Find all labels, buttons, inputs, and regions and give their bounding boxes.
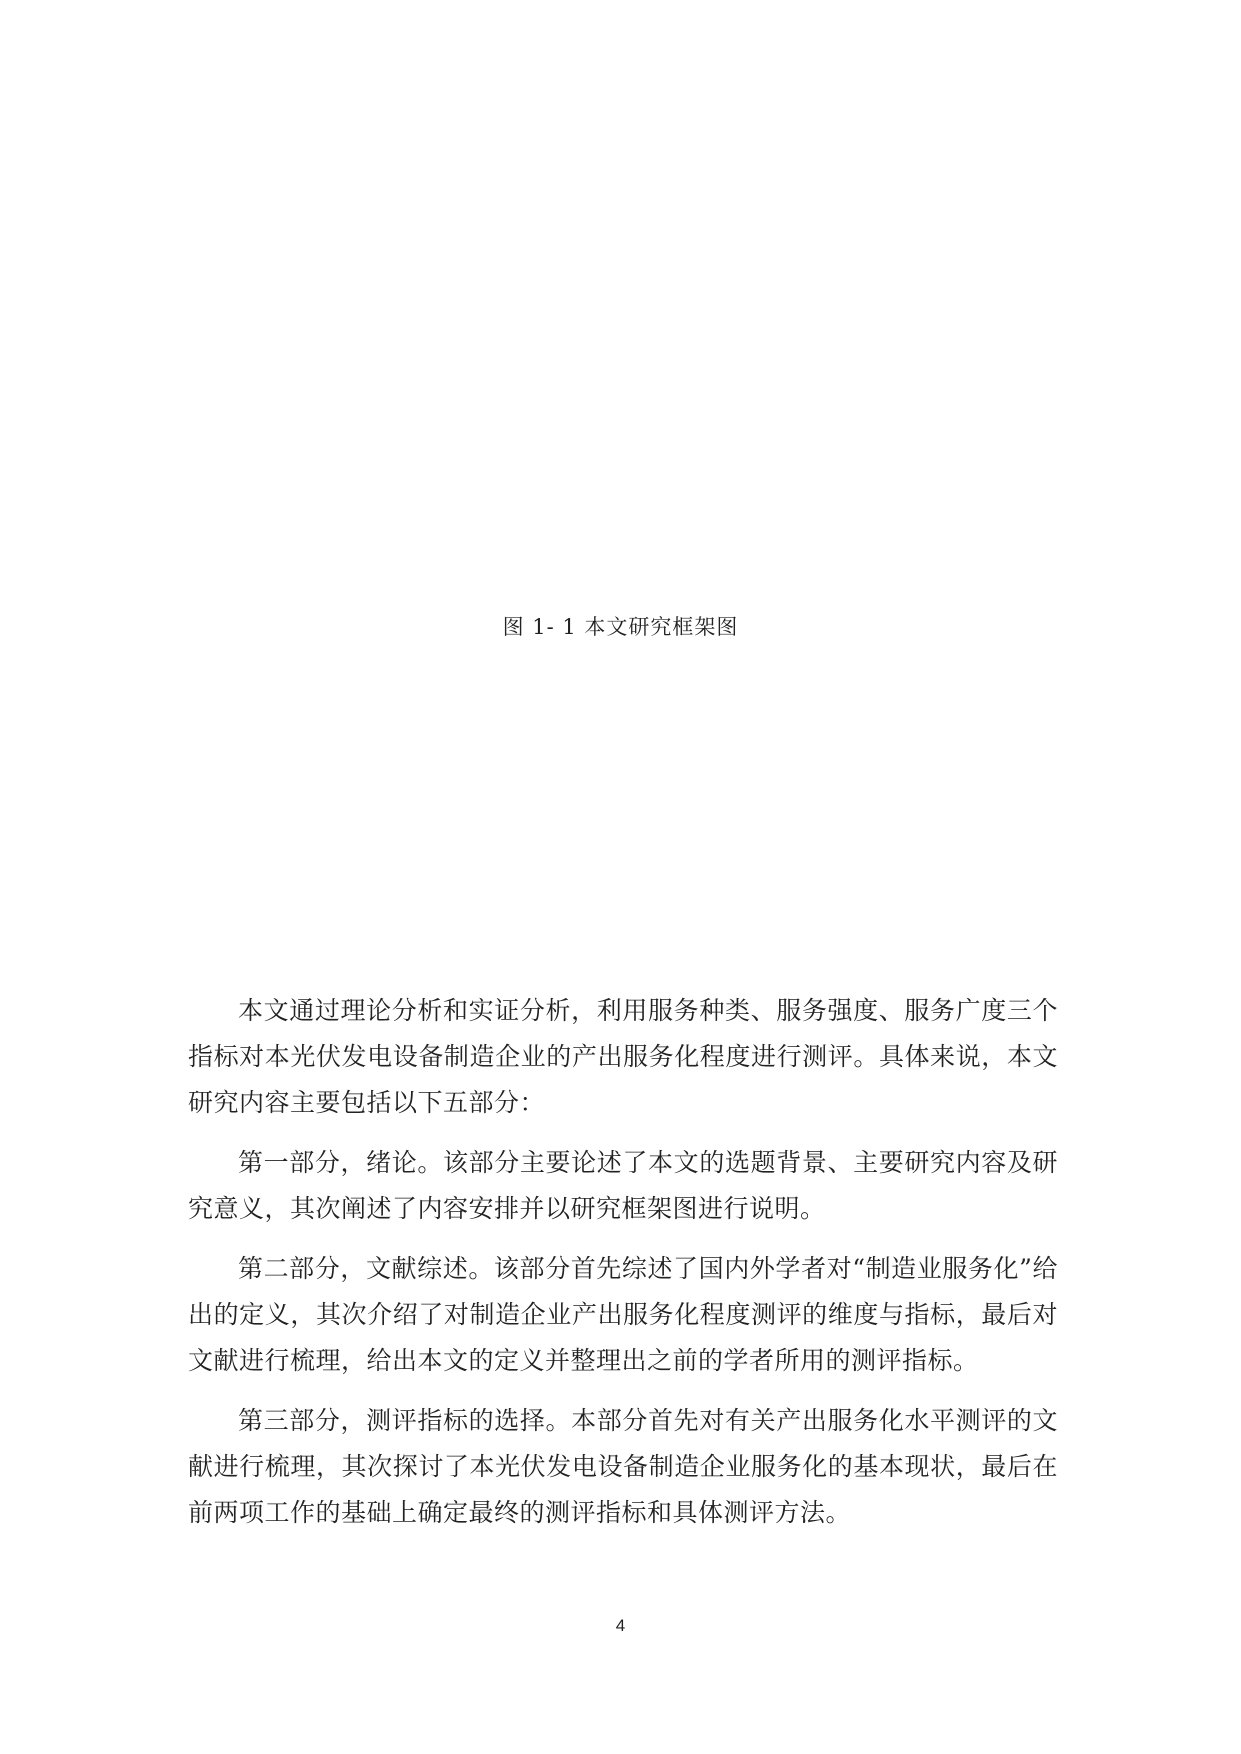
- paragraph-part-one: 第一部分，绪论。该部分主要论述了本文的选题背景、主要研究内容及研究意义，其次阐述了内容安排并以研究框架图进行说明。: [188, 1148, 1058, 1223]
- paragraph-intro: 本文通过理论分析和实证分析，利用服务种类、服务强度、服务广度三个指标对本光伏发电设备制造企业的产出服务化程度进行测评。具体来说，本文研究内容主要包括以下五部分：: [188, 996, 1058, 1117]
- body-text: [188, 988, 1058, 1550]
- paragraph-part-three: 第三部分，测评指标的选择。本部分首先对有关产出服务化水平测评的文献进行梳理，其次探讨了本光伏发电设备制造企业服务化的基本现状，最后在前两项工作的基础上确定最终的测评指标和具体测评方法。: [188, 1406, 1058, 1527]
- figure-caption: 图 1- 1 本文研究框架图: [502, 615, 739, 639]
- paragraph-part-two: 第二部分，文献综述。该部分首先综述了国内外学者对“制造业服务化”给出的定义，其次介绍了对制造企业产出服务化程度测评的维度与指标，最后对文献进行梳理，给出本文的定义并整理出之前的学者所用的测评指标。: [188, 1254, 1058, 1375]
- page-number: 4: [615, 1616, 626, 1635]
